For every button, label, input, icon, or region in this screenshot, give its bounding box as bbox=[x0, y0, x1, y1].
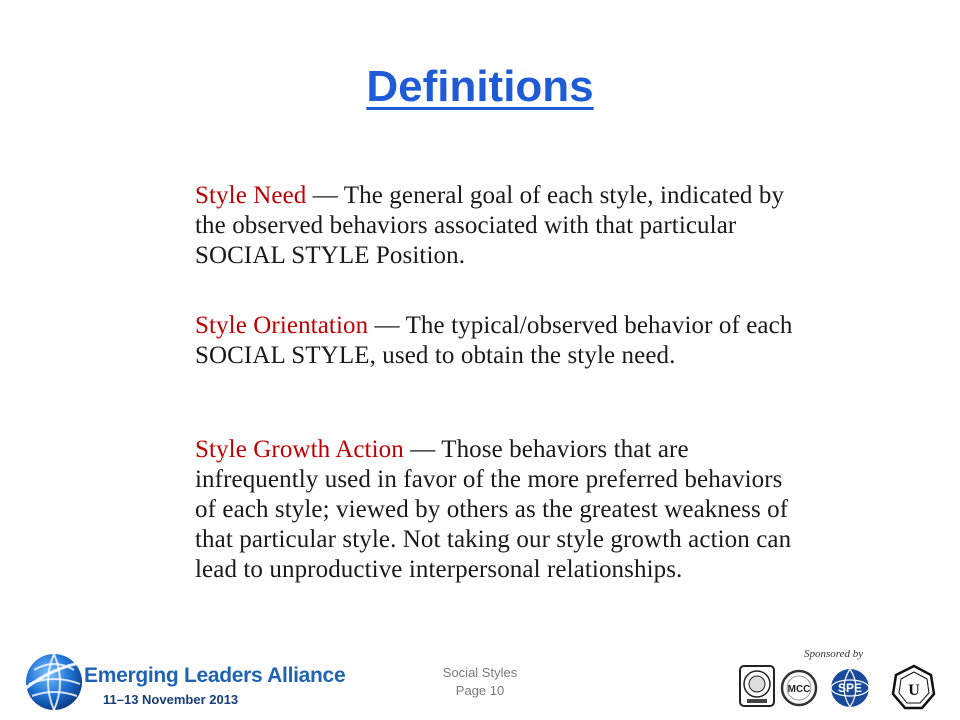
definition-term: Style Growth Action bbox=[195, 436, 404, 463]
footer-center bbox=[430, 664, 530, 700]
usace-logo-icon bbox=[893, 666, 934, 708]
definition-style-orientation bbox=[195, 311, 795, 371]
event-date: 11–13 November 2013 bbox=[103, 692, 239, 707]
definition-text: Those behaviors that are infrequently used in favor of the more preferred behaviors of each style; viewed by others as the greatest weakness of that particular style. Not taking our style growth action can lead to unproductive interpersonal relationships. bbox=[195, 436, 792, 583]
definition-text: The general goal of each style, indicated by the observed behaviors associated with that particular SOCIAL STYLE Position. bbox=[195, 182, 785, 269]
svg-text:U: U bbox=[908, 682, 920, 699]
org-name: Emerging Leaders Alliance bbox=[84, 664, 346, 687]
sponsored-label: Sponsored by bbox=[804, 648, 864, 660]
asce-logo-icon bbox=[740, 666, 774, 706]
footer-topic: Social Styles bbox=[442, 665, 518, 680]
definition-dash: — bbox=[403, 436, 442, 463]
definition-text: The typical/observed behavior of each SOCIAL STYLE, used to obtain the style need. bbox=[195, 312, 793, 369]
definition-dash: — bbox=[368, 312, 406, 339]
svg-text:MCC: MCC bbox=[787, 684, 811, 695]
sponsor-logos bbox=[738, 662, 938, 712]
svg-text:SPE: SPE bbox=[837, 681, 863, 695]
definition-term: Style Orientation bbox=[195, 312, 369, 339]
definition-style-growth-action bbox=[195, 435, 795, 585]
definition-style-need bbox=[195, 181, 795, 271]
definition-term: Style Need bbox=[195, 182, 307, 209]
page-number: Page 10 bbox=[455, 683, 505, 698]
spe-logo-icon bbox=[831, 669, 869, 707]
definition-dash: — bbox=[306, 182, 344, 209]
mcc-logo-icon bbox=[782, 671, 816, 705]
slide-title: Definitions bbox=[366, 62, 594, 111]
